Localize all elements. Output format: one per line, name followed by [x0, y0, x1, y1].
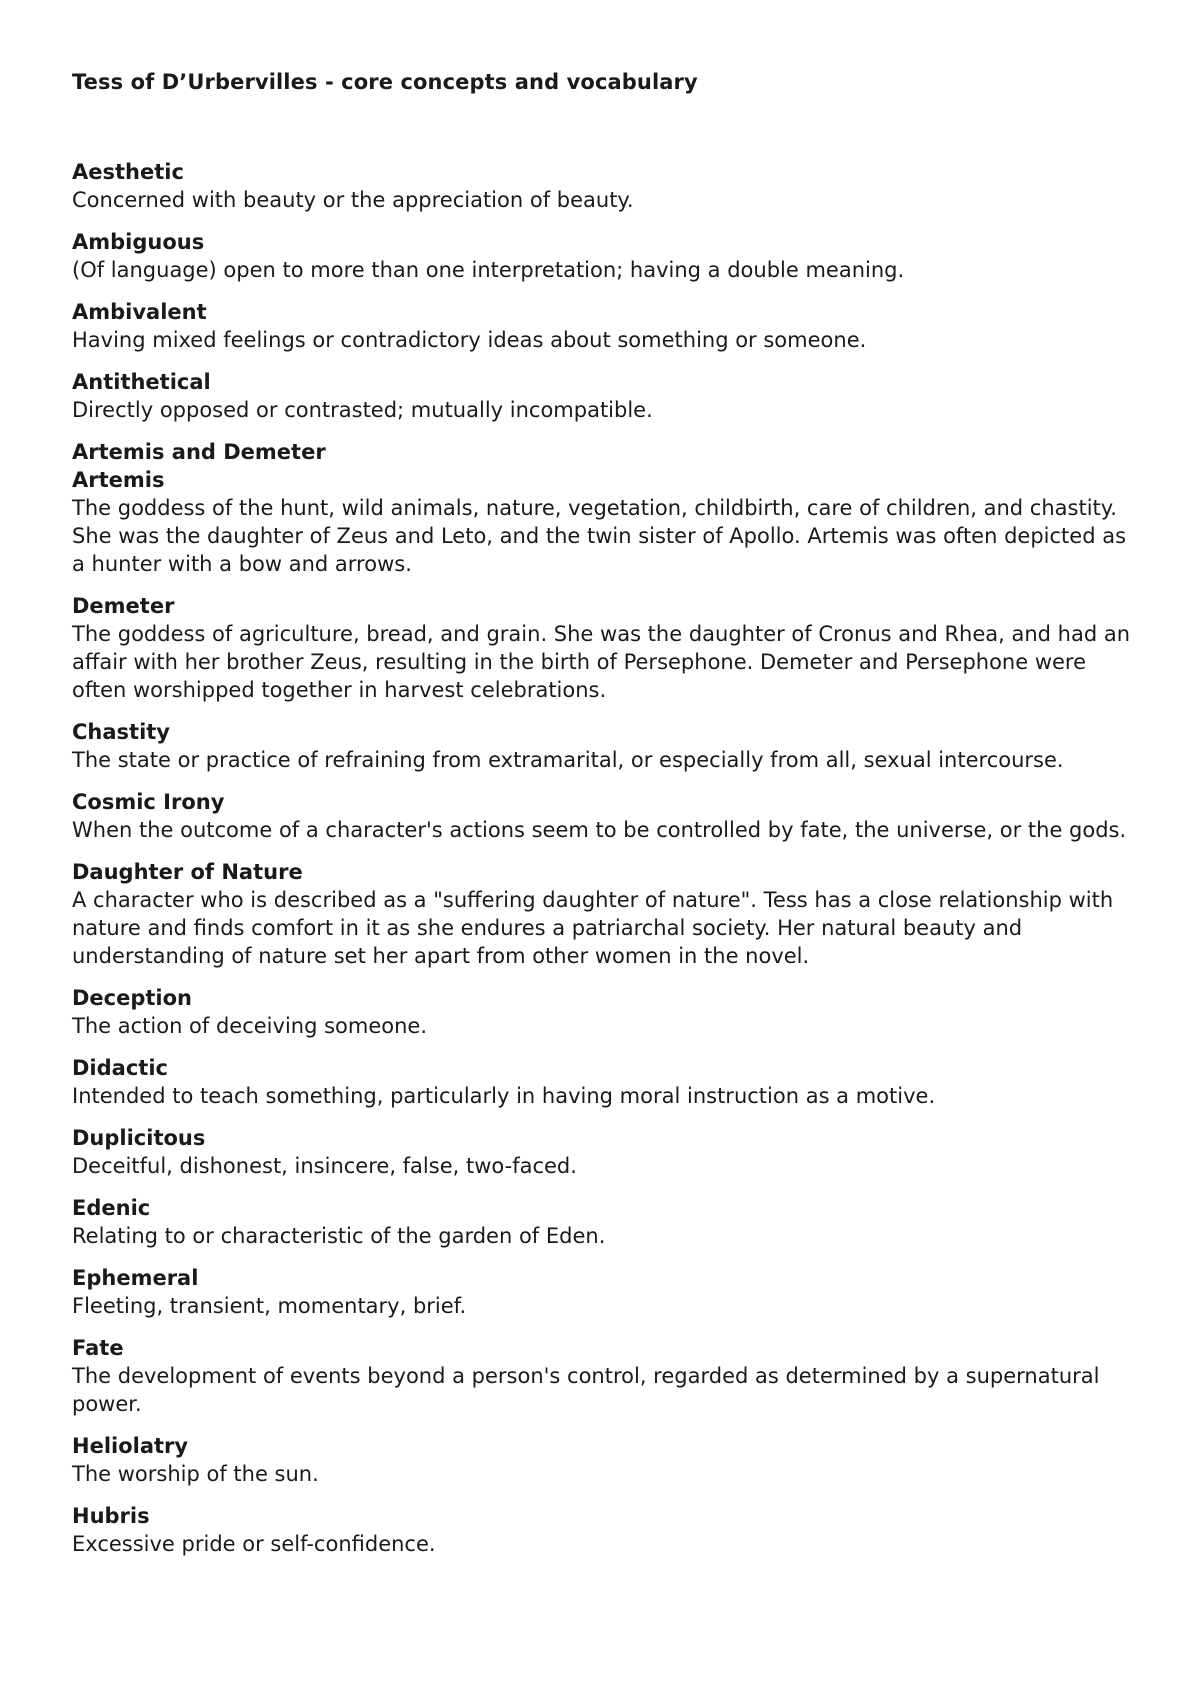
definition: Directly opposed or contrasted; mutually incompatible.: [72, 398, 653, 422]
glossary-entry-ephemeral: [72, 1264, 1132, 1320]
term: Cosmic Irony: [72, 790, 225, 814]
glossary-entry-daughter-of-nature: [72, 858, 1132, 970]
definition: Fleeting, transient, momentary, brief.: [72, 1294, 467, 1318]
glossary-entry-ambiguous: [72, 228, 1132, 284]
term: Didactic: [72, 1056, 168, 1080]
term: Ambiguous: [72, 230, 205, 254]
glossary-entry-ambivalent: [72, 298, 1132, 354]
term: Heliolatry: [72, 1434, 189, 1458]
glossary-entry-fate: [72, 1334, 1132, 1418]
glossary-entry-antithetical: [72, 368, 1132, 424]
definition: Intended to teach something, particularly in having moral instruction as a motive.: [72, 1084, 936, 1108]
definition: The worship of the sun.: [72, 1462, 319, 1486]
term: Artemis: [72, 468, 165, 492]
glossary-entry-hubris: [72, 1502, 1132, 1558]
term: Ephemeral: [72, 1266, 199, 1290]
definition: The state or practice of refraining from extramarital, or especially from all, sexual intercourse.: [72, 748, 1064, 772]
glossary-entry-aesthetic: [72, 158, 1132, 214]
glossary-entry-heliolatry: [72, 1432, 1132, 1488]
term: Edenic: [72, 1196, 151, 1220]
glossary-section-heading: [72, 438, 1132, 466]
definition: When the outcome of a character's actions seem to be controlled by fate, the universe, or the gods.: [72, 818, 1127, 842]
definition: Deceitful, dishonest, insincere, false, two-faced.: [72, 1154, 577, 1178]
term: Fate: [72, 1336, 124, 1360]
definition: A character who is described as a "suffering daughter of nature". Tess has a close relationship with nature and finds comfort in it as she endures a patriarchal society. Her natural beauty and understanding of nature set her apart from other women in the novel.: [72, 888, 1114, 968]
term: Hubris: [72, 1504, 150, 1528]
glossary-entry-didactic: [72, 1054, 1132, 1110]
glossary-entry-cosmic-irony: [72, 788, 1132, 844]
glossary-entry-artemis: [72, 466, 1132, 578]
term: Deception: [72, 986, 193, 1010]
glossary-entry-demeter: [72, 592, 1132, 704]
glossary-entry-chastity: [72, 718, 1132, 774]
document-title: Tess of D’Urbervilles - core concepts and vocabulary: [72, 70, 698, 94]
definition: Relating to or characteristic of the garden of Eden.: [72, 1224, 606, 1248]
term: Chastity: [72, 720, 170, 744]
glossary-entry-edenic: [72, 1194, 1132, 1250]
definition: (Of language) open to more than one interpretation; having a double meaning.: [72, 258, 905, 282]
definition: The development of events beyond a person's control, regarded as determined by a supernatural power.: [72, 1364, 1100, 1416]
term: Aesthetic: [72, 160, 184, 184]
term: Ambivalent: [72, 300, 207, 324]
definition: The goddess of agriculture, bread, and grain. She was the daughter of Cronus and Rhea, and had an affair with her brother Zeus, resulting in the birth of Persephone. Demeter and Persephone were often worshipped together in harvest celebrations.: [72, 622, 1131, 702]
glossary-entry-deception: [72, 984, 1132, 1040]
term: Duplicitous: [72, 1126, 206, 1150]
definition: The goddess of the hunt, wild animals, nature, vegetation, childbirth, care of children, and chastity. She was the daughter of Zeus and Leto, and the twin sister of Apollo. Artemis was often depicted as a hunter with a bow and arrows.: [72, 496, 1127, 576]
term: Demeter: [72, 594, 175, 618]
definition: The action of deceiving someone.: [72, 1014, 428, 1038]
section-term: Artemis and Demeter: [72, 440, 326, 464]
glossary-entry-duplicitous: [72, 1124, 1132, 1180]
document-page: [72, 68, 1132, 1572]
definition: Concerned with beauty or the appreciation of beauty.: [72, 188, 634, 212]
definition: Excessive pride or self-confidence.: [72, 1532, 436, 1556]
term: Antithetical: [72, 370, 211, 394]
definition: Having mixed feelings or contradictory ideas about something or someone.: [72, 328, 867, 352]
term: Daughter of Nature: [72, 860, 303, 884]
